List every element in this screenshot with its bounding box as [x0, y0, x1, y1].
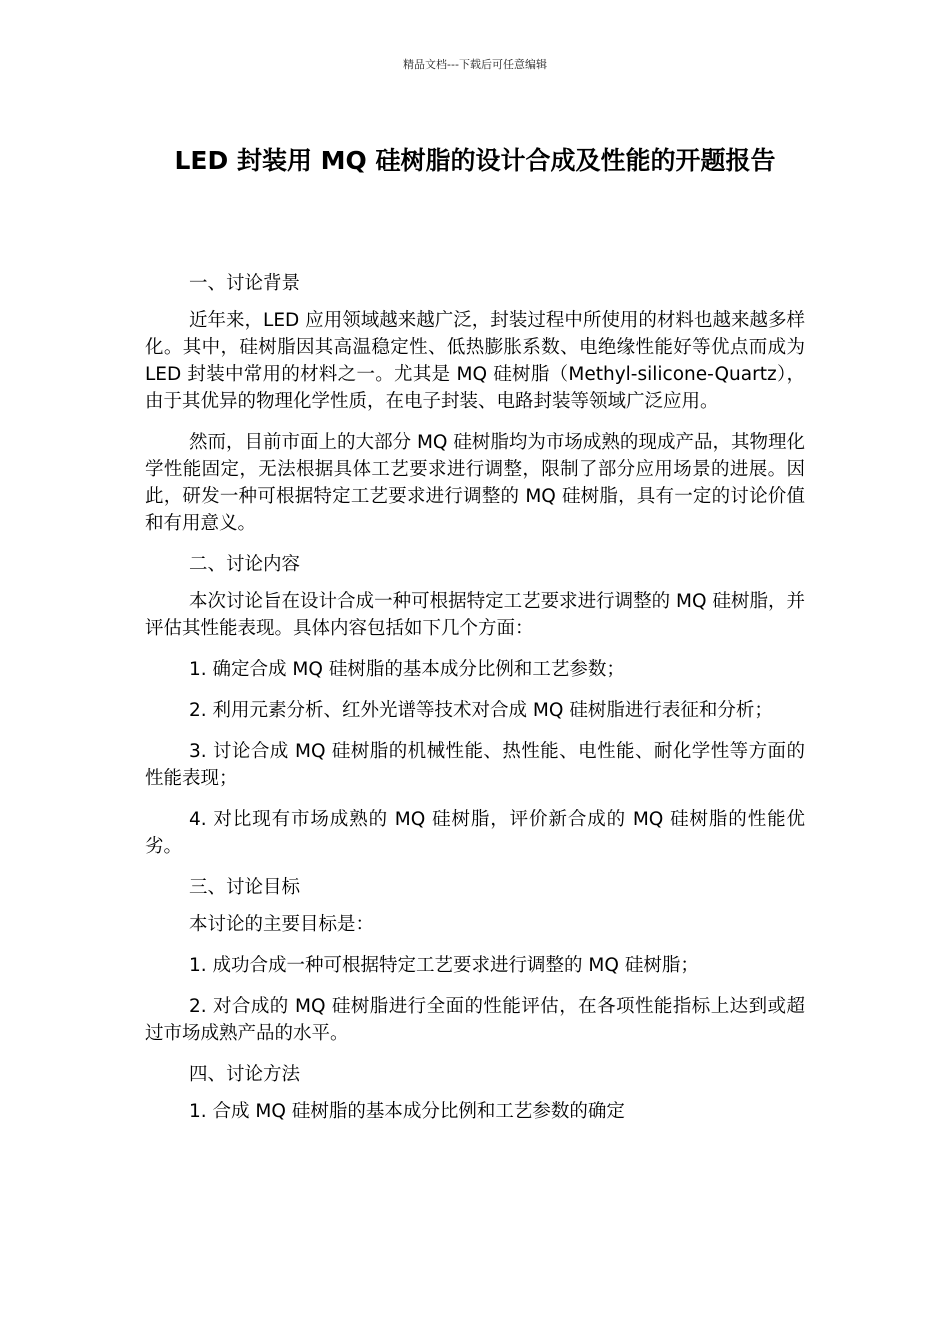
list-item: 4. 对比现有市场成熟的 MQ 硅树脂，评价新合成的 MQ 硅树脂的性能优劣。: [145, 809, 805, 857]
list-item: 1. 成功合成一种可根据特定工艺要求进行调整的 MQ 硅树脂；: [189, 955, 699, 976]
document-body: [145, 270, 805, 1139]
paragraph: 本次讨论旨在设计合成一种可根据特定工艺要求进行调整的 MQ 硅树脂，并评估其性能表现。具体内容包括如下几个方面：: [145, 591, 805, 639]
paragraph: 本讨论的主要目标是：: [189, 914, 375, 935]
section-heading: 一、讨论背景: [189, 273, 301, 294]
page-header: 精品文档---下载后可任意编辑: [403, 58, 547, 71]
section-heading: 三、讨论目标: [189, 877, 301, 898]
list-item: 1. 合成 MQ 硅树脂的基本成分比例和工艺参数的确定: [189, 1101, 625, 1122]
list-item: 2. 对合成的 MQ 硅树脂进行全面的性能评估，在各项性能指标上达到或超过市场成熟产品的水平。: [145, 996, 805, 1044]
section-heading: 二、讨论内容: [189, 554, 301, 575]
paragraph: 近年来，LED 应用领域越来越广泛，封装过程中所使用的材料也越来越多样化。其中，硅树脂因其高温稳定性、低热膨胀系数、电绝缘性能好等优点而成为 LED 封装中常用的材料之一。尤其是 MQ 硅树脂（Methyl-silicone-Quartz），由于其优异的物理化学性质，在电子封装、电路封装等领域广泛应用。: [145, 310, 805, 412]
list-item: 1. 确定合成 MQ 硅树脂的基本成分比例和工艺参数；: [189, 659, 625, 680]
list-item: 2. 利用元素分析、红外光谱等技术对合成 MQ 硅树脂进行表征和分析；: [189, 700, 773, 721]
section-heading: 四、讨论方法: [189, 1064, 301, 1085]
list-item: 3. 讨论合成 MQ 硅树脂的机械性能、热性能、电性能、耐化学性等方面的性能表现；: [145, 741, 805, 789]
document-title: LED 封装用 MQ 硅树脂的设计合成及性能的开题报告: [174, 146, 776, 175]
paragraph: 然而，目前市面上的大部分 MQ 硅树脂均为市场成熟的现成产品，其物理化学性能固定，无法根据具体工艺要求进行调整，限制了部分应用场景的进展。因此，研发一种可根据特定工艺要求进行调整的 MQ 硅树脂，具有一定的讨论价值和有用意义。: [145, 432, 805, 534]
